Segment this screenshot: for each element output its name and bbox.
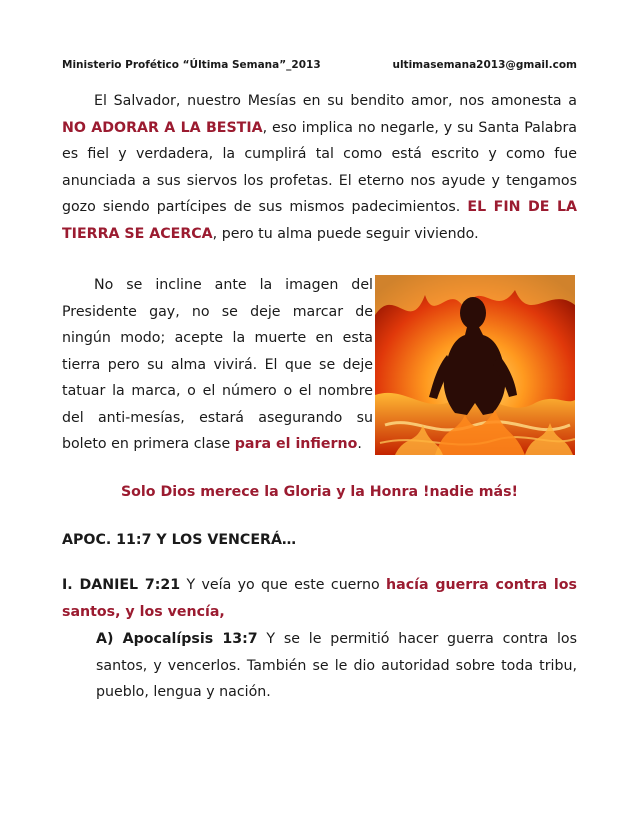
intro-text-3: , pero tu alma puede seguir viviendo.: [212, 225, 479, 242]
paragraph-daniel: [62, 572, 577, 625]
daniel-emphasis: hacía guerra contra los santos, y los vencía,: [62, 577, 577, 620]
intro-text-1: El Salvador, nuestro Mesías en su bendito amor, nos amonesta a: [94, 93, 577, 109]
intro-emphasis-2: EL FIN DE LA TIERRA SE ACERCA: [62, 199, 577, 242]
fire-illustration: [375, 275, 575, 455]
apocalipsis-text: Y se le permitió hacer guerra contra los santos, y vencerlos. También se le dio autoridad sobre toda tribu, pueblo, lengua y nación.: [96, 631, 577, 700]
figure-in-flames-image: [375, 275, 575, 455]
paragraph-warning: [62, 272, 373, 458]
intro-emphasis-1: NO ADORAR A LA BESTIA: [62, 119, 263, 136]
warning-text-2: .: [357, 436, 362, 452]
header-ministry: Ministerio Profético “Última Semana”_2013: [62, 59, 321, 71]
quote-glory: Solo Dios merece la Gloria y la Honra !nadie más!: [120, 484, 519, 500]
daniel-reference: I. DANIEL 7:21: [62, 577, 181, 593]
page-header: [62, 59, 577, 75]
paragraph-intro: [62, 88, 577, 247]
paragraph-apocalipsis: [96, 626, 577, 706]
warning-text-1: No se incline ante la imagen del Presidente gay, no se deje marcar de ningún modo; acepte la muerte en esta tierra pero su alma vivirá. El que se deje tatuar la marca, o el número o el nombre del anti-mesías, estará asegurando su boleto en primera clase: [62, 277, 373, 452]
apocalipsis-reference: A) Apocalípsis 13:7: [96, 631, 258, 647]
warning-emphasis: para el infierno: [234, 436, 358, 452]
section-heading: APOC. 11:7 Y LOS VENCERÁ…: [62, 532, 297, 548]
daniel-text: Y veía yo que este cuerno: [180, 577, 387, 593]
header-email: ultimasemana2013@gmail.com: [392, 59, 577, 71]
intro-text-2: , eso implica no negarle, y su Santa Palabra es fiel y verdadera, la cumplirá tal como está escrito y como fue anunciada a sus siervos los profetas. El eterno nos ayude y tengamos gozo siendo partícipes de sus mismos padecimientos.: [62, 119, 578, 215]
